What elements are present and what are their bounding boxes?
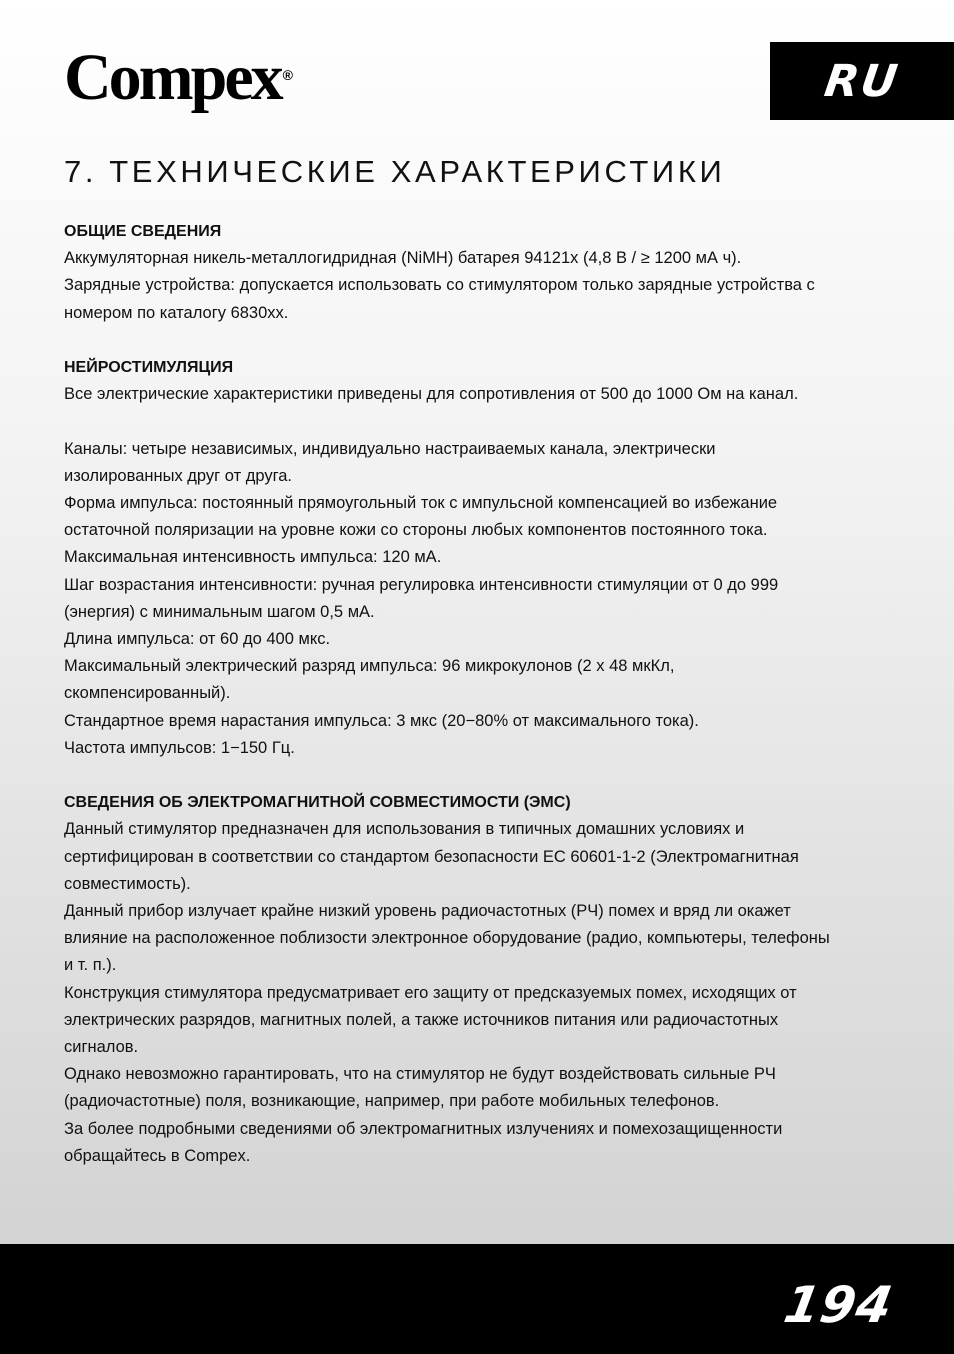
text-line: Максимальный электрический разряд импульса: 96 микрокулонов (2 x 48 мкКл,: [64, 657, 675, 676]
text-line: изолированных друг от друга.: [64, 466, 292, 485]
document-body: [64, 218, 894, 1170]
page-title: 7. ТЕХНИЧЕСКИЕ ХАРАКТЕРИСТИКИ: [64, 154, 726, 189]
section-heading-emc: СВЕДЕНИЯ ОБ ЭЛЕКТРОМАГНИТНОЙ СОВМЕСТИМОСТИ (ЭМС): [64, 794, 571, 812]
text-line: скомпенсированный).: [64, 684, 231, 703]
spacer: [64, 408, 894, 435]
text-line: Аккумуляторная никель-металлогидридная (NiMH) батарея 94121x (4,8 В / ≥ 1200 мА ч).: [64, 249, 742, 268]
section-heading-neuro: НЕЙРОСТИМУЛЯЦИЯ: [64, 359, 234, 376]
section-heading-general: ОБЩИЕ СВЕДЕНИЯ: [64, 223, 222, 240]
page-number: 194: [779, 1276, 898, 1334]
text-line: Все электрические характеристики приведены для сопротивления от 500 до 1000 Ом на канал.: [64, 385, 799, 404]
text-line: Каналы: четыре независимых, индивидуально настраиваемых канала, электрически: [64, 439, 716, 458]
text-line: электрических разрядов, магнитных полей, а также источников питания или радиочастотных: [64, 1010, 779, 1029]
text-line: Однако невозможно гарантировать, что на стимулятор не будут воздействовать сильные РЧ: [64, 1065, 776, 1084]
language-code: RU: [821, 55, 903, 107]
text-line: обращайтесь в Compex.: [64, 1146, 251, 1165]
text-line: Шаг возрастания интенсивности: ручная регулировка интенсивности стимуляции от 0 до 999: [64, 575, 779, 594]
text-line: совместимость).: [64, 874, 191, 893]
text-line: Зарядные устройства: допускается использовать со стимулятором только зарядные устройства с: [64, 276, 815, 295]
text-line: остаточной поляризации на уровне кожи со стороны любых компонентов постоянного тока.: [64, 521, 768, 540]
text-line: Данный прибор излучает крайне низкий уровень радиочастотных (РЧ) помех и вряд ли окажет: [64, 902, 791, 921]
text-line: Форма импульса: постоянный прямоугольный ток с импульсной компенсацией во избежание: [64, 494, 778, 512]
text-line: За более подробными сведениями об электромагнитных излучениях и помехозащищенности: [64, 1119, 783, 1138]
text-line: Стандартное время нарастания импульса: 3 мкс (20−80% от максимального тока).: [64, 711, 699, 730]
text-line: Конструкция стимулятора предусматривает его защиту от предсказуемых помех, исходящих от: [64, 983, 797, 1002]
text-line: (энергия) с минимальным шагом 0,5 мА.: [64, 602, 375, 621]
footer-bar: [0, 1244, 954, 1354]
text-line: и т. п.).: [64, 956, 117, 975]
logo-text: Compex: [64, 41, 281, 114]
text-line: влияние на расположенное поблизости электронное оборудование (радио, компьютеры, телефоны: [64, 929, 830, 948]
text-line: (радиочастотные) поля, возникающие, например, при работе мобильных телефонов.: [64, 1092, 720, 1111]
compex-logo: [64, 38, 293, 118]
language-badge: [770, 42, 954, 120]
text-line: Частота импульсов: 1−150 Гц.: [64, 738, 295, 757]
text-line: номером по каталогу 6830xx.: [64, 303, 289, 322]
text-line: сигналов.: [64, 1038, 139, 1057]
text-line: сертифицирован в соответствии со стандартом безопасности EC 60601-1-2 (Электромагнитная: [64, 847, 799, 866]
registered-mark: ®: [282, 67, 293, 83]
text-line: Длина импульса: от 60 до 400 мкс.: [64, 630, 331, 649]
text-line: Данный стимулятор предназначен для использования в типичных домашних условиях и: [64, 820, 745, 839]
spacer: [64, 327, 894, 354]
text-line: Максимальная интенсивность импульса: 120 мА.: [64, 548, 442, 567]
spacer: [64, 762, 894, 789]
